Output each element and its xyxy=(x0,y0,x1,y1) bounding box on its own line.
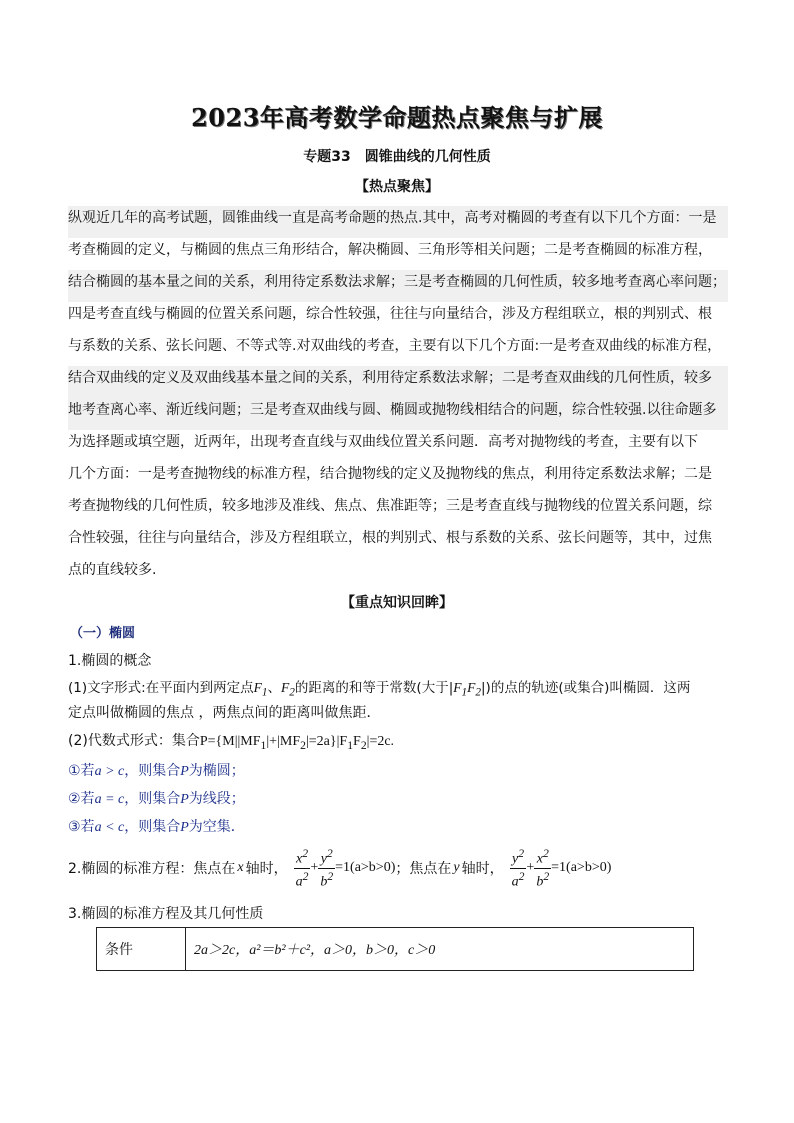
case-marker: ③若 xyxy=(68,819,95,835)
frac-num: y xyxy=(320,851,327,867)
f2-sub: 2 xyxy=(289,686,295,699)
case-condition: a = c xyxy=(94,792,125,807)
paragraph-line: 地考查离心率、渐近线问题；三是考查双曲线与圆、椭圆或抛物线相结合的问题，综合性较强.以往命题多 xyxy=(68,398,728,430)
frac-num: x xyxy=(295,851,303,867)
eq-axis-x: x xyxy=(237,860,244,876)
frac-sup: 2 xyxy=(326,847,333,860)
table-cell-label: 条件 xyxy=(97,928,186,971)
hotspot-heading: 【热点聚焦】 xyxy=(355,179,439,195)
eq-axis-y: y xyxy=(453,860,460,876)
sub-4: 2 xyxy=(360,738,367,752)
case-text: ，则集合 xyxy=(124,791,181,807)
case-text: ，则集合 xyxy=(124,763,181,779)
paragraph-line: 考查椭圆的定义，与椭圆的焦点三角形结合，解决椭圆、三角形等相关问题；二是考查椭圆的标准方程， xyxy=(68,242,712,258)
eq-mid1: 轴时， xyxy=(245,861,288,878)
sub-2: 2 xyxy=(300,738,306,752)
focal-segment xyxy=(453,680,481,699)
text-form-part3: |)的点的轨迹(或集合)叫椭圆．这两 xyxy=(481,680,691,696)
table-cell-value: 2a＞2c，a²＝b²＋c²，a＞0，b＞0，c＞0 xyxy=(186,928,694,971)
text-form-line xyxy=(68,676,690,699)
frac-sup: 2 xyxy=(302,847,309,860)
frac-sup: 2 xyxy=(518,869,525,883)
case-marker: ①若 xyxy=(68,763,95,779)
eq-label: 2.椭圆的标准方程：焦点在 xyxy=(68,861,236,878)
case-var: P xyxy=(180,820,189,835)
case-condition: a > c xyxy=(94,764,125,779)
topic-subtitle: 专题33 圆锥曲线的几何性质 xyxy=(303,149,491,165)
frac-num: y xyxy=(511,851,519,867)
case-line xyxy=(68,788,245,808)
frac-den: b xyxy=(536,874,544,890)
ff-sub-2: 2 xyxy=(475,686,481,699)
f1-sub: 1 xyxy=(261,686,268,699)
paragraph-line: 结合椭圆的基本量之间的关系，利用待定系数法求解；三是考查椭圆的几何性质，较多地考查离心率问题； xyxy=(68,270,728,302)
sub-1: 1 xyxy=(260,738,267,752)
text-form-part1: 在平面内到两定点 xyxy=(145,680,254,696)
fraction-x2-b2 xyxy=(534,846,551,890)
hotspot-paragraph xyxy=(68,206,728,590)
set-mid2: |=2a}|F xyxy=(305,734,348,749)
f1-letter: F xyxy=(253,680,262,695)
eq-tail2: =1(a>b>0) xyxy=(551,860,612,876)
fraction-y2-a2 xyxy=(510,846,527,890)
plus-sign: + xyxy=(310,860,319,876)
frac-den: a xyxy=(295,874,303,890)
review-heading: 【重点知识回眸】 xyxy=(341,595,453,611)
ellipse-heading: （一）椭圆 xyxy=(70,626,136,641)
focus-f1 xyxy=(253,680,268,699)
case-marker: ②若 xyxy=(68,791,95,807)
plus-sign: + xyxy=(526,860,535,876)
paragraph-line: 四是考查直线与椭圆的位置关系问题，综合性较强，往往与向量结合，涉及方程组联立，根的判别式、根 xyxy=(68,306,712,322)
frac-num: x xyxy=(536,851,543,867)
paragraph-line: 纵观近几年的高考试题，圆锥曲线一直是高考命题的热点.其中，高考对椭圆的考查有以下几个方面：一是 xyxy=(68,206,728,238)
frac-sup: 2 xyxy=(542,847,549,860)
case-var: P xyxy=(180,764,189,779)
case-line xyxy=(68,760,245,780)
case-result: 为线段； xyxy=(188,791,245,807)
frac-sup: 2 xyxy=(327,869,334,883)
text-form-prefix: (1)文字形式: xyxy=(68,680,146,696)
table-row xyxy=(97,928,694,971)
eq-tail1: =1(a>b>0) xyxy=(335,860,396,876)
paragraph-line: 几个方面：一是考查抛物线的标准方程，结合抛物线的定义及抛物线的焦点，利用待定系数法求解；二是 xyxy=(68,466,712,482)
paragraph-line: 合性较强，往往与向量结合，涉及方程组联立，根的判别式、根与系数的关系、弦长问题等，其中，过焦 xyxy=(68,530,712,546)
set-part: P={M||MF xyxy=(199,734,261,749)
eq-mid2: 轴时， xyxy=(461,861,504,878)
frac-sup: 2 xyxy=(518,847,525,860)
focus-f2 xyxy=(281,680,295,699)
algebra-form-line xyxy=(68,730,394,752)
paragraph-line: 与系数的关系、弦长问题、不等式等.对双曲线的考查，主要有以下几个方面:一是考查双曲线的标准方程， xyxy=(68,338,722,354)
algebra-set xyxy=(199,734,395,752)
separator: 、 xyxy=(267,680,282,696)
paragraph-line: 考查抛物线的几何性质，较多地涉及准线、焦点、焦准距等；三是考查直线与抛物线的位置关系问题，综 xyxy=(68,498,712,514)
case-condition: a < c xyxy=(94,820,125,835)
frac-den: b xyxy=(320,874,328,890)
case-var: P xyxy=(180,792,189,807)
fraction-y2-b2 xyxy=(318,846,335,890)
case-text: ，则集合 xyxy=(124,819,181,835)
set-mid: |+|MF xyxy=(266,734,301,749)
paragraph-line: 点的直线较多. xyxy=(68,562,157,578)
set-mid3: F xyxy=(353,734,361,749)
properties-heading: 3.椭圆的标准方程及其几何性质 xyxy=(68,906,264,922)
ff-sub-1: 1 xyxy=(461,686,468,699)
standard-equation-line xyxy=(68,846,611,890)
document-title: 2023年高考数学命题热点聚焦与扩展 xyxy=(191,103,603,132)
frac-den: a xyxy=(511,874,519,890)
case-line xyxy=(68,816,245,836)
concept-heading: 1.椭圆的概念 xyxy=(68,653,152,669)
ff-letter-2: F xyxy=(467,680,476,695)
eq-separator: ；焦点在 xyxy=(395,861,452,878)
frac-sup: 2 xyxy=(543,869,550,883)
algebra-prefix: (2)代数式形式：集合 xyxy=(68,733,200,749)
ff-letter-1: F xyxy=(453,680,462,695)
paragraph-line: 结合双曲线的定义及双曲线基本量之间的关系，利用待定系数法求解；二是考查双曲线的几何性质，较多 xyxy=(68,366,728,398)
paragraph-line: 为选择题或填空题，近两年，出现考查直线与双曲线位置关系问题．高考对抛物线的考查，主要有以下 xyxy=(68,434,698,450)
case-result: 为椭圆； xyxy=(188,763,245,779)
sub-3: 1 xyxy=(347,738,354,752)
f2-letter: F xyxy=(281,680,290,695)
set-tail: |=2c. xyxy=(366,734,395,749)
text-form-line2: 定点叫做椭圆的焦点 ，两焦点间的距离叫做焦距． xyxy=(68,705,381,721)
fraction-x2-a2 xyxy=(294,846,311,890)
frac-sup: 2 xyxy=(302,869,309,883)
case-result: 为空集． xyxy=(188,819,245,835)
text-form-part2: 的距离的和等于常数(大于| xyxy=(294,680,454,696)
properties-table xyxy=(96,927,694,971)
